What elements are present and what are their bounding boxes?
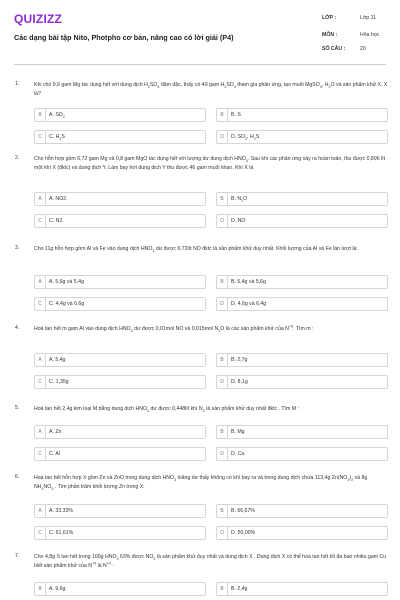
option-b[interactable] (216, 425, 388, 439)
option-label: C. 1,35g (49, 379, 69, 385)
option-label: B. 2,4g (231, 586, 248, 592)
option-b[interactable] (216, 192, 388, 206)
option-letter: C (35, 376, 46, 388)
option-label: A. Zn (49, 429, 62, 435)
page-title: Các dạng bài tập Nito, Photpho cơ bản, nâng cao có lời giải (P4) (14, 33, 234, 42)
option-label: D. 50,00% (231, 530, 256, 536)
question-text: Hoà tan hết 2,4g kim loại M bằng dung dịch $HNO_3$ dư được 0,448lít khí $N_2$ là sản phẩm khử duy nhất đktc . Tìm M : (34, 406, 299, 414)
option-letter: B (217, 426, 228, 438)
option-letter: C (35, 131, 46, 143)
option-letter: D (217, 215, 228, 227)
meta-key: SỐ CÂU : (322, 46, 346, 52)
option-letter: B (217, 109, 228, 121)
option-b[interactable] (216, 353, 388, 367)
option-a[interactable] (34, 275, 206, 289)
option-label: D. 4,6g và 6,4g (231, 301, 267, 307)
question-number: 4. (15, 325, 20, 331)
question-text: Hoà tan hết m gam Al vào dung dịch $HNO_3$ dư được 0,01mol NO và 0,015mol $N_2O$ là các sản phẩm khử của $N^{+5}$. Tìm m : (34, 324, 314, 334)
meta-value: Hóa học (360, 32, 380, 38)
question-number: 1. (15, 81, 20, 87)
option-letter: D (217, 376, 228, 388)
option-label: D. Ca (231, 451, 245, 457)
question-text: Hoà tan hết hỗn hợp X gồm Zn và ZnO trong dung dịch $HNO_3$ loãng dư thấy không có khí bay ra và trong dung dịch chứa 113,4g $Zn(NO_3)_2$ và 8g $NH_4NO_3$ . Tìm phần trăm khối lượng Zn trong X: (34, 475, 368, 491)
option-label: B. 2,7g (231, 357, 248, 363)
option-a[interactable] (34, 504, 206, 518)
option-letter: A (35, 109, 46, 121)
option-label: A. 5,6g và 5,4g (49, 279, 84, 285)
option-label: D. NO (231, 218, 246, 224)
option-d[interactable] (216, 526, 388, 540)
question-number: 7. (15, 553, 20, 559)
question-number: 2. (15, 155, 20, 161)
option-d[interactable] (216, 214, 388, 228)
meta-key: LỚP : (322, 15, 337, 21)
option-label: A. $SO_2$ (49, 112, 65, 120)
option-letter: B (217, 583, 228, 595)
option-d[interactable] (216, 375, 388, 389)
option-c[interactable] (34, 130, 206, 144)
meta-value: 20 (360, 46, 366, 52)
option-letter: B (217, 354, 228, 366)
option-b[interactable] (216, 108, 388, 122)
option-c[interactable] (34, 447, 206, 461)
option-letter: D (217, 131, 228, 143)
option-label: B. Mg (231, 429, 245, 435)
meta-value: Lớp 11 (360, 15, 376, 21)
option-label: B. 5,4g và 5,6g (231, 279, 266, 285)
option-letter: A (35, 276, 46, 288)
option-letter: C (35, 215, 46, 227)
option-label: A. 5,4g (49, 357, 66, 363)
option-letter: B (217, 276, 228, 288)
option-letter: D (217, 527, 228, 539)
option-label: C. 61,61% (49, 530, 74, 536)
option-a[interactable] (34, 192, 206, 206)
option-letter: D (217, 298, 228, 310)
option-letter: C (35, 448, 46, 460)
meta-key: MÔN : (322, 32, 338, 38)
option-b[interactable] (216, 275, 388, 289)
option-label: D. $SO_2$, $H_2S$ (231, 134, 260, 142)
option-label: B. 66,67% (231, 508, 255, 514)
option-label: A. 33,33% (49, 508, 73, 514)
option-a[interactable] (34, 353, 206, 367)
option-b[interactable] (216, 504, 388, 518)
question-text: Cho 4,8g S tan hết trong 100g $HNO_3$ 63% được $NO_2$ là sản phẩm khử duy nhất và dung dịch X . Dung dịch X có thể hoà tan hết tối đa bao nhiêu gam Cu biết sản phẩm khử của $N^{+5}$ là $N^{+2}$ : (34, 554, 387, 569)
question-text: Cho 11g hỗn hợp gồm Al và Fe vào dung dịch $HNO_3$ dư được 6,72lít NO đktc là sản phẩm khử duy nhất. Khối lượng của Al và Fe lần lượt là: (34, 246, 358, 254)
option-label: B. $N_2O$ (231, 196, 248, 204)
option-label: C. Al (49, 451, 60, 457)
option-c[interactable] (34, 375, 206, 389)
option-label: A. 9,6g (49, 586, 66, 592)
option-letter: C (35, 527, 46, 539)
option-d[interactable] (216, 447, 388, 461)
option-letter: A (35, 193, 46, 205)
option-letter: B (217, 505, 228, 517)
option-letter: A (35, 505, 46, 517)
option-label: A. NO2. (49, 196, 68, 202)
option-a[interactable] (34, 425, 206, 439)
option-c[interactable] (34, 214, 206, 228)
header-divider (14, 64, 386, 65)
option-letter: C (35, 298, 46, 310)
option-letter: B (217, 193, 228, 205)
option-c[interactable] (34, 526, 206, 540)
option-a[interactable] (34, 582, 206, 596)
option-label: C. N2. (49, 218, 64, 224)
option-label: C. 4,4g và 6,6g (49, 301, 85, 307)
option-label: D. 8,1g (231, 379, 248, 385)
option-d[interactable] (216, 297, 388, 311)
option-a[interactable] (34, 108, 206, 122)
option-letter: A (35, 426, 46, 438)
option-letter: A (35, 354, 46, 366)
option-label: C. $H_2S$ (49, 134, 65, 142)
option-c[interactable] (34, 297, 206, 311)
question-text: Khi cho 9,6 gam Mg tác dụng hết với dung dịch $H_2SO_4$ đậm đặc, thấy có 49 gam $H_2SO_4$ tham gia phản ứng, tạo muối MgSO$_4$, $H_2O$ và sản phẩm khử X. X là? (34, 82, 388, 97)
option-letter: A (35, 583, 46, 595)
option-letter: D (217, 448, 228, 460)
question-number: 6. (15, 474, 20, 480)
option-d[interactable] (216, 130, 388, 144)
question-text: Cho hỗn hợp gồm 6,72 gam Mg và 0,8 gam MgO tác dụng hết với lượng dư dung dịch $HNO_3$. Sau khi các phản ứng xảy ra hoàn toàn, thu được 0,896 lít một khí X (đktc) và dung dịch Y. Làm bay hơi dung dịch Y thu được 46 gam muối khan. Khí X là (34, 156, 386, 171)
option-label: B. S (231, 112, 241, 118)
option-b[interactable] (216, 582, 388, 596)
quizizz-logo: QUIZIZZ (14, 12, 63, 26)
question-number: 3. (15, 245, 20, 251)
question-number: 5. (15, 405, 20, 411)
